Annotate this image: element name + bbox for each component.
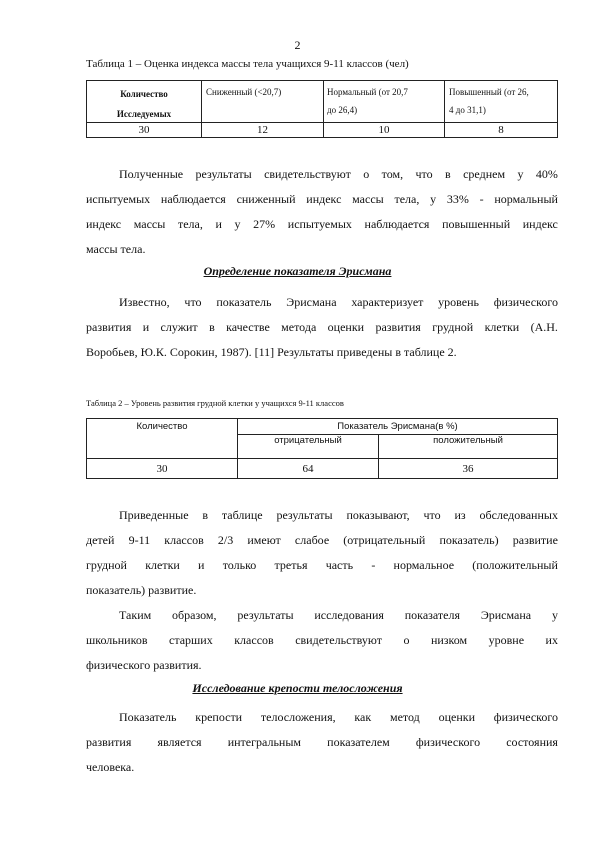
- table1-header-normal-line2: до 26,4): [327, 105, 358, 115]
- paragraph-4-line: Таким образом, результаты исследования показателя Эрисмана у: [119, 608, 558, 622]
- table1-header-high: [445, 81, 558, 123]
- table2-header-count-label: Количество: [136, 421, 188, 432]
- table2-cell-count: 30: [87, 459, 238, 479]
- table2-cell-negative: 64: [238, 459, 379, 479]
- section-heading-build-strength: Исследование крепости телосложения: [192, 681, 403, 695]
- paragraph-3-line: грудной клетки и только третья часть - нормальное (положительный: [86, 558, 558, 572]
- paragraph-3: [86, 503, 558, 603]
- paragraph-1-line: испытуемых наблюдается сниженный индекс массы тела, у 33% - нормальный: [86, 192, 558, 206]
- table1: [86, 80, 558, 138]
- paragraph-5-line: человека.: [86, 760, 135, 774]
- table2-subheader-negative: отрицательный: [238, 435, 379, 459]
- paragraph-3-line: Приведенные в таблице результаты показывают, что из обследованных: [119, 508, 558, 522]
- section-heading-erisman: Определение показателя Эрисмана: [203, 264, 392, 278]
- table1-cell-count: 30: [87, 123, 202, 138]
- page-number: 2: [294, 38, 301, 52]
- paragraph-2-line: Воробьев, Ю.К. Сорокин, 1987). [11] Результаты приведены в таблице 2.: [86, 345, 457, 359]
- table1-header-high-line1: Повышенный (от 26,: [449, 87, 529, 97]
- table1-cell-normal: 10: [324, 123, 445, 138]
- table1-header-high-line2: 4 до 31,1): [449, 105, 486, 115]
- table2-cell-positive: 36: [379, 459, 558, 479]
- table2-subheader-positive: положительный: [379, 435, 558, 459]
- paragraph-5: [86, 705, 558, 780]
- paragraph-3-line: детей 9-11 классов 2/3 имеют слабое (отрицательный показатель) развитие: [86, 533, 558, 547]
- table1-header-normal: [324, 81, 445, 123]
- paragraph-2-line: развития и служит в качестве метода оценки развития грудной клетки (А.Н.: [86, 320, 558, 334]
- table1-cell-low: 12: [202, 123, 324, 138]
- paragraph-4-line: физического развития.: [86, 658, 202, 672]
- table1-header-low: [202, 81, 324, 123]
- paragraph-5-line: Показатель крепости телосложения, как метод оценки физического: [119, 710, 558, 724]
- table1-header-count-line2: Исследуемых: [116, 109, 172, 119]
- table2: [86, 418, 558, 479]
- paragraph-1: [86, 162, 558, 262]
- paragraph-2-line: Известно, что показатель Эрисмана характеризует уровень физического: [119, 295, 558, 309]
- table1-cell-high: 8: [445, 123, 558, 138]
- table2-header-erisman: Показатель Эрисмана(в %): [238, 419, 558, 435]
- paragraph-1-line: индекс массы тела, и у 27% испытуемых наблюдается повышенный индекс: [86, 217, 558, 231]
- paragraph-4: [86, 603, 558, 678]
- table2-caption: Таблица 2 – Уровень развития грудной клетки у учащихся 9-11 классов: [86, 398, 344, 408]
- table1-caption: Таблица 1 – Оценка индекса массы тела учащихся 9-11 классов (чел): [86, 58, 409, 70]
- table1-header-normal-line1: Нормальный (от 20,7: [327, 87, 408, 97]
- paragraph-5-line: развития является интегральным показателем физического состояния: [86, 735, 558, 749]
- paragraph-2: [86, 290, 558, 365]
- table1-header-count: [87, 81, 202, 123]
- paragraph-4-line: школьников старших классов свидетельствуют о низком уровне их: [86, 633, 558, 647]
- table1-header-count-line1: Количество: [120, 89, 168, 99]
- table1-header-low-label: Сниженный (<20,7): [206, 87, 282, 97]
- table2-header-count: [87, 419, 238, 459]
- paragraph-3-line: показатель) развитие.: [86, 583, 197, 597]
- paragraph-1-line: Полученные результаты свидетельствуют о том, что в среднем у 40%: [119, 167, 558, 181]
- paragraph-1-line: массы тела.: [86, 242, 146, 256]
